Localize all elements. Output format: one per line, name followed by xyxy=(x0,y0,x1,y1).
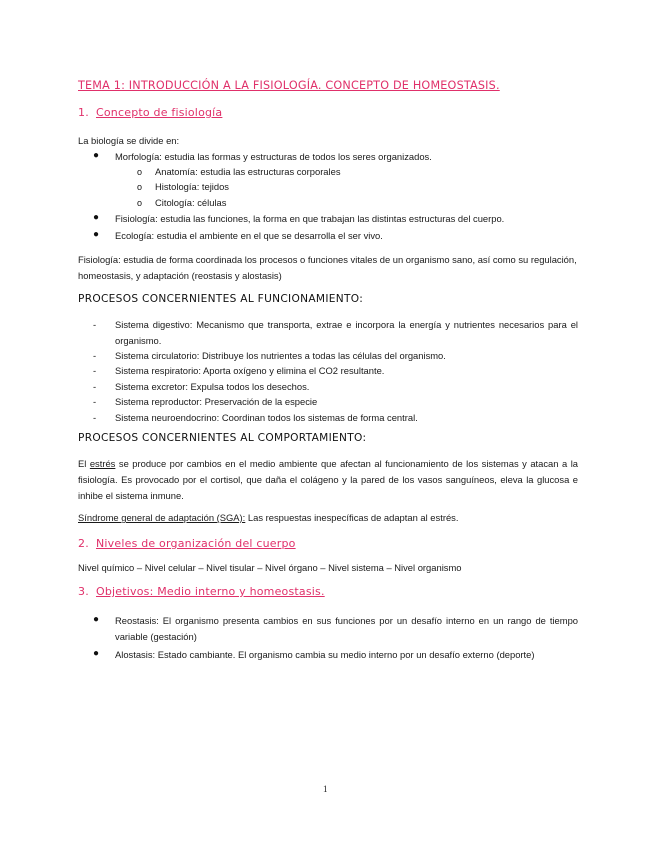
list-item: Fisiología: estudia las funciones, la forma en que trabajan las distintas estructuras del cuerpo. xyxy=(115,213,505,224)
list-item: Sistema circulatorio: Distribuye los nutrientes a todas las células del organismo. xyxy=(115,350,446,361)
dash-bullet: - xyxy=(93,381,97,392)
circle-bullet-icon: o xyxy=(137,198,143,208)
dash-bullet: - xyxy=(93,365,97,376)
sub-list-item: Anatomía: estudia las estructuras corporales xyxy=(155,166,341,177)
section-title: Concepto de fisiología xyxy=(96,106,223,119)
list-item: Alostasis: Estado cambiante. El organismo cambia su medio interno por un desafío externo (deporte) xyxy=(115,649,535,660)
bullet-icon: ● xyxy=(93,614,100,625)
list-item: Sistema excretor: Expulsa todos los desechos. xyxy=(115,381,310,392)
section-3-heading xyxy=(78,585,325,598)
section-number: 2. xyxy=(78,537,89,550)
paragraph: La biología se divide en: xyxy=(78,135,180,146)
section-title: Niveles de organización del cuerpo xyxy=(96,537,296,550)
dash-bullet: - xyxy=(93,350,97,361)
section-title: Objetivos: Medio interno y homeostasis. xyxy=(96,585,325,598)
stress-prefix: El xyxy=(78,458,90,469)
stress-term: estrés xyxy=(89,458,116,469)
dash-bullet: - xyxy=(93,396,97,407)
bullet-icon: ● xyxy=(93,150,100,161)
behavior-heading: PROCESOS CONCERNIENTES AL COMPORTAMIENTO: xyxy=(78,432,367,444)
definition-paragraph: Fisiología: estudia de forma coordinada los procesos o funciones vitales de un organismo sano, así como su regulación, homeostasis, y adaptación (reostasis y alostasis) xyxy=(78,254,577,281)
functioning-heading: PROCESOS CONCERNIENTES AL FUNCIONAMIENTO: xyxy=(78,293,364,305)
bullet-icon: ● xyxy=(93,212,100,223)
list-item: Sistema reproductor: Preservación de la especie xyxy=(115,396,318,407)
section-number: 1. xyxy=(78,106,89,119)
dash-bullet: - xyxy=(93,319,97,330)
sga-label: Síndrome general de adaptación (SGA): xyxy=(78,512,246,523)
bullet-icon: ● xyxy=(93,229,100,240)
sga-text: Las respuestas inespecíficas de adaptan al estrés. xyxy=(245,512,459,523)
stress-paragraph xyxy=(78,456,578,504)
bullet-icon: ● xyxy=(93,648,100,659)
section-2-heading xyxy=(78,537,296,550)
section-1-heading xyxy=(78,106,222,119)
dash-bullet: - xyxy=(93,412,97,423)
circle-bullet-icon: o xyxy=(137,182,143,192)
list-item: Sistema neuroendocrino: Coordinan todos los sistemas de forma central. xyxy=(115,412,418,423)
list-item: Sistema respiratorio: Aporta oxígeno y elimina el CO2 resultante. xyxy=(115,365,385,376)
list-item: Morfología: estudia las formas y estructuras de todos los seres organizados. xyxy=(115,151,432,162)
levels-paragraph: Nivel químico – Nivel celular – Nivel tisular – Nivel órgano – Nivel sistema – Nivel organismo xyxy=(78,562,462,573)
sga-paragraph xyxy=(78,510,578,526)
page-title: TEMA 1: INTRODUCCIÓN A LA FISIOLOGÍA. CONCEPTO DE HOMEOSTASIS. xyxy=(78,79,500,92)
list-item: Reostasis: El organismo presenta cambios en sus funciones por un desafío interno en un rango de tiempo variable (gestación) xyxy=(115,615,578,642)
page-number: 1 xyxy=(323,784,328,794)
circle-bullet-icon: o xyxy=(137,167,143,177)
sub-list-item: Citología: células xyxy=(155,197,227,208)
list-item: Sistema digestivo: Mecanismo que transporta, extrae e incorpora la energía y nutrientes necesarios para el organismo. xyxy=(115,319,578,346)
section-number: 3. xyxy=(78,585,89,598)
stress-text: se produce por cambios en el medio ambiente que afectan al funcionamiento de los sistemas y atacan a la fisiología. Es provocado por el cortisol, que daña el colágeno y la pared de los vasos sanguíneos, eleva la glucosa e inhibe el sistema inmune. xyxy=(78,458,578,501)
sub-list-item: Histología: tejidos xyxy=(155,181,229,192)
list-item: Ecología: estudia el ambiente en el que se desarrolla el ser vivo. xyxy=(115,230,383,241)
